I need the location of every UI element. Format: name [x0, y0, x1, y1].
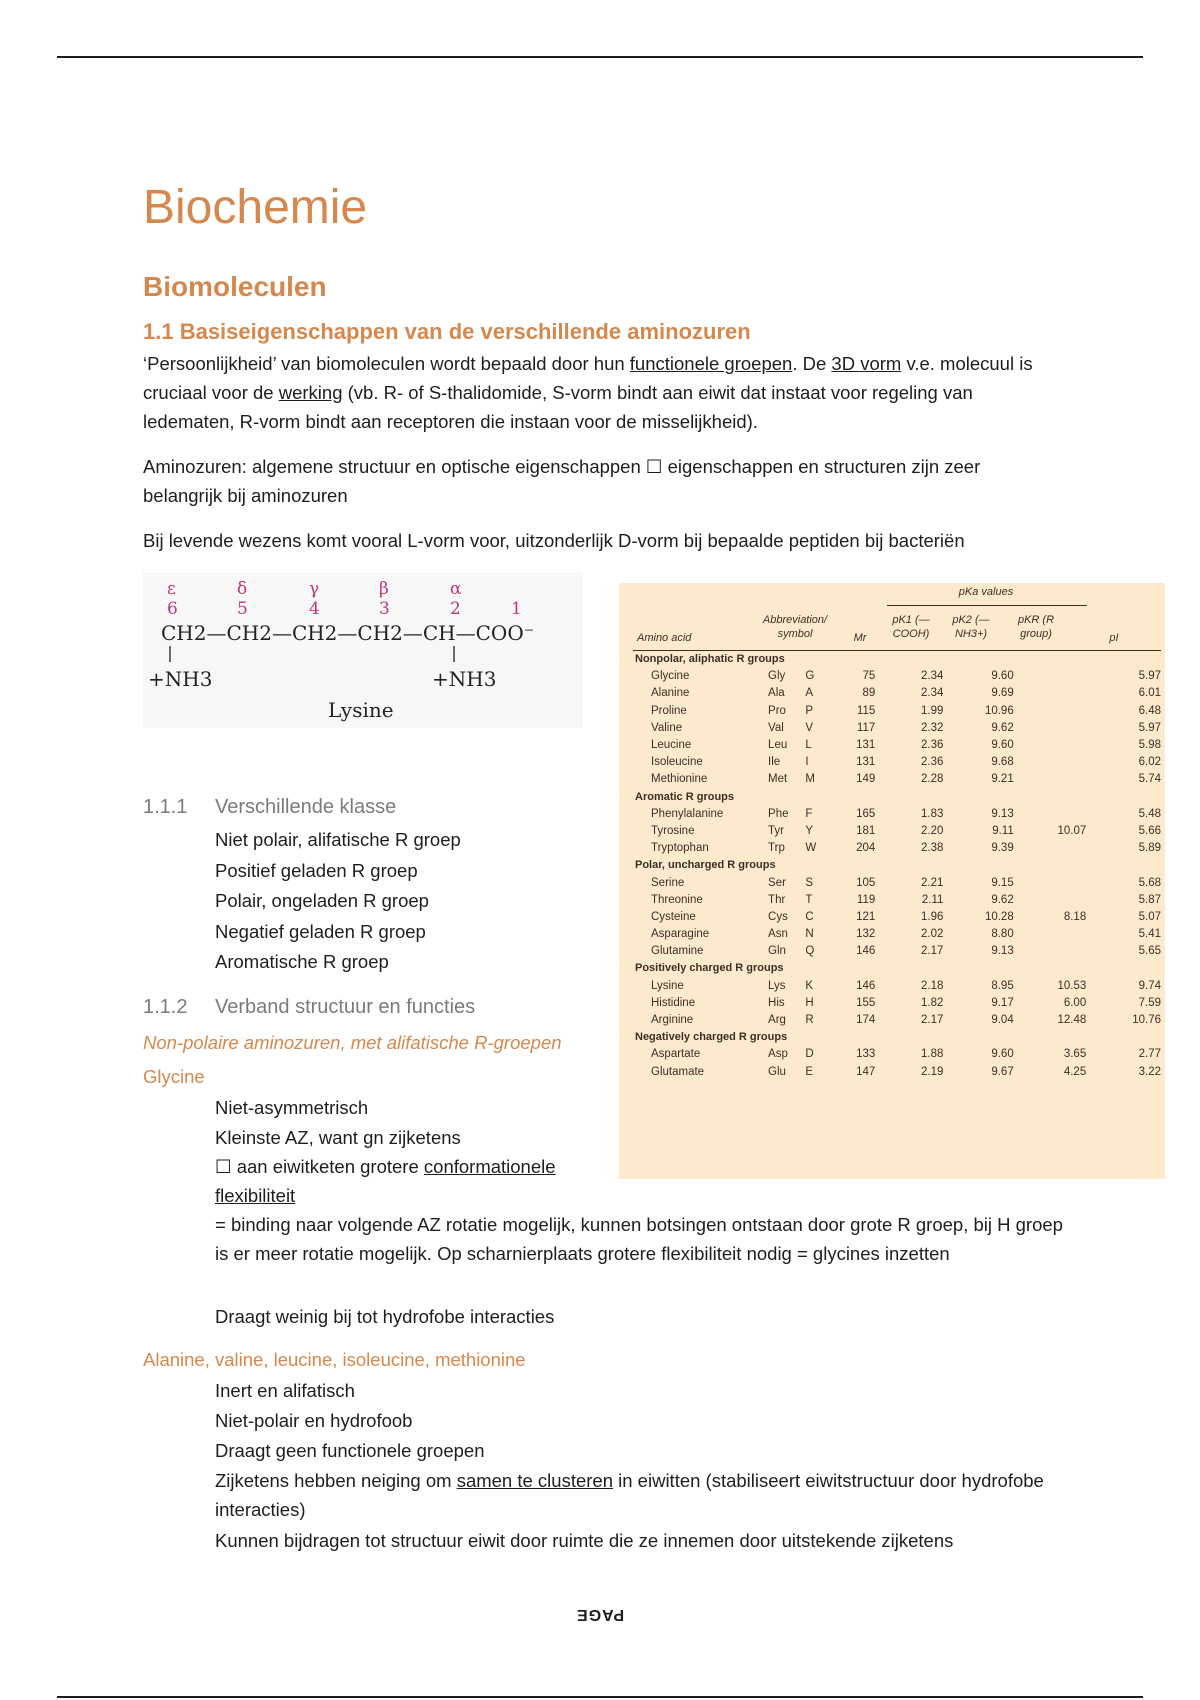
table-cell: F	[805, 807, 813, 820]
table-cell: 9.60	[991, 1048, 1014, 1061]
table-cell: 2.18	[921, 979, 944, 992]
table-cell: 9.17	[991, 996, 1014, 1009]
header-amino-acid: Amino acid	[637, 632, 692, 644]
table-cell: 5.87	[1138, 893, 1161, 906]
group-name: Negatively charged R groups	[635, 1031, 788, 1044]
table-cell: 2.21	[921, 876, 944, 889]
table-row	[619, 926, 1165, 943]
alanine-point-5: Kunnen bijdragen tot structuur eiwit door ruimte die ze innemen door uitstekende zijketens	[215, 1530, 954, 1551]
table-cell: 2.38	[921, 842, 944, 855]
table-row	[619, 737, 1165, 754]
table-cell: 8.80	[991, 928, 1014, 941]
table-cell: D	[805, 1048, 814, 1061]
header-mr: Mr	[853, 632, 867, 644]
greek-epsilon: ε	[167, 579, 176, 599]
lysine-chain: CH2—CH2—CH2—CH2—CH—COO⁻	[161, 621, 535, 645]
table-cell: Cys	[768, 910, 788, 923]
table-cell: Pro	[768, 704, 786, 717]
table-cell: Threonine	[651, 893, 703, 906]
table-cell: 9.62	[991, 893, 1014, 906]
table-cell: Y	[805, 824, 814, 837]
table-cell: T	[805, 893, 813, 906]
alanine-point-2: Niet-polair en hydrofoob	[215, 1410, 413, 1431]
table-cell: P	[805, 704, 814, 717]
table-cell: Lysine	[651, 979, 684, 992]
table-cell: S	[805, 876, 814, 889]
table-cell: 146	[856, 979, 876, 992]
table-cell: 9.15	[991, 876, 1014, 889]
carbon-number-2: 2	[450, 599, 461, 619]
class-item: Aromatische R groep	[215, 951, 389, 972]
table-cell	[1018, 806, 1091, 823]
glycine-point-5: Draagt weinig bij tot hydrofobe interacties	[215, 1306, 555, 1327]
table-cell: 2.28	[921, 773, 944, 786]
table-cell: 174	[856, 1014, 876, 1027]
group-name: Positively charged R groups	[635, 962, 784, 975]
table-cell: 2.32	[921, 721, 944, 734]
table-cell: Trp	[768, 842, 785, 855]
table-row	[619, 823, 1165, 840]
table-row	[619, 892, 1165, 909]
table-cell: Tryptophan	[651, 842, 709, 855]
table-cell: Phenylalanine	[651, 807, 724, 820]
table-cell: 2.36	[921, 739, 944, 752]
table-cell: C	[805, 910, 814, 923]
amino-acid-table	[619, 583, 1165, 1179]
top-rule	[57, 56, 1143, 58]
table-cell: 10.07	[1057, 824, 1087, 837]
table-cell: 5.65	[1138, 945, 1161, 958]
class-item: Polair, ongeladen R groep	[215, 890, 429, 911]
greek-gamma: γ	[309, 579, 320, 599]
table-cell: 75	[862, 670, 876, 683]
table-cell: 9.60	[991, 739, 1014, 752]
table-cell	[1018, 874, 1091, 891]
table-cell: W	[805, 842, 817, 855]
table-cell: 1.82	[921, 996, 944, 1009]
table-cell: L	[805, 739, 812, 752]
alanine-heading: Alanine, valine, leucine, isoleucine, methionine	[143, 1349, 526, 1370]
table-cell: 149	[856, 773, 876, 786]
intro-paragraph-2: Aminozuren: algemene structuur en optische eigenschappen ☐ eigenschappen en structuren zijn zeer belangrijk bij aminozuren	[143, 456, 981, 506]
table-group-row	[619, 651, 1165, 668]
table-cell: 5.89	[1138, 842, 1161, 855]
table-cell: 10.53	[1057, 979, 1087, 992]
table-cell: 9.69	[991, 687, 1014, 700]
table-cell: 1.99	[921, 704, 944, 717]
group-name: Polar, uncharged R groups	[635, 859, 776, 872]
table-row	[619, 771, 1165, 788]
table-row	[619, 806, 1165, 823]
table-cell	[1018, 737, 1091, 754]
carbon-number-1: 1	[511, 599, 522, 619]
table-cell: 12.48	[1057, 1014, 1087, 1027]
table-cell: 2.11	[921, 893, 944, 906]
table-cell: 9.21	[991, 773, 1014, 786]
class-item: Negatief geladen R groep	[215, 920, 426, 942]
group-name: Nonpolar, aliphatic R groups	[635, 653, 785, 666]
table-cell: Leucine	[651, 739, 692, 752]
table-cell: 132	[856, 928, 876, 941]
table-cell	[1018, 840, 1091, 857]
table-cell: 131	[856, 756, 876, 769]
table-cell: Gln	[768, 945, 786, 958]
table-row	[619, 840, 1165, 857]
bottom-rule	[57, 1696, 1143, 1698]
table-cell: 89	[862, 687, 876, 700]
table-cell: 2.20	[921, 824, 944, 837]
table-row	[619, 995, 1165, 1012]
table-cell: H	[805, 996, 814, 1009]
class-item: Positief geladen R groep	[215, 859, 418, 881]
table-group-row	[619, 857, 1165, 874]
table-cell: 165	[856, 807, 876, 820]
table-cell: 2.77	[1138, 1048, 1161, 1061]
heading-1-1: 1.1 Basiseigenschappen van de verschillende aminozuren	[143, 319, 751, 344]
table-cell: 9.74	[1138, 979, 1161, 992]
table-cell: 1.96	[921, 910, 944, 923]
table-cell: Met	[768, 773, 788, 786]
carbon-number-3: 3	[379, 599, 390, 619]
header-pi: pI	[1109, 632, 1119, 644]
glycine-point-3: ☐ aan eiwitketen grotere conformationele flexibiliteit	[215, 1156, 556, 1206]
table-row	[619, 754, 1165, 771]
table-cell: Val	[768, 721, 784, 734]
table-cell: Leu	[768, 739, 788, 752]
table-cell: 5.48	[1138, 807, 1161, 820]
table-cell: 8.95	[991, 979, 1014, 992]
table-cell: His	[768, 996, 785, 1009]
table-cell: Alanine	[651, 687, 690, 700]
header-pkr: pKR (R group)	[1017, 614, 1055, 640]
table-cell: Isoleucine	[651, 756, 703, 769]
table-cell: 2.34	[921, 687, 944, 700]
table-cell: 4.25	[1063, 1065, 1087, 1078]
table-group-row	[619, 1029, 1165, 1046]
table-cell: 131	[856, 739, 876, 752]
table-row	[619, 1012, 1165, 1029]
table-row	[619, 668, 1165, 685]
table-cell: Glu	[768, 1065, 786, 1078]
table-cell: 204	[856, 842, 876, 855]
table-cell: K	[805, 979, 814, 992]
table-cell: 121	[856, 910, 876, 923]
table-cell: Tyr	[768, 824, 785, 837]
table-cell: 5.98	[1138, 739, 1161, 752]
table-cell: 3.65	[1063, 1048, 1087, 1061]
table-cell	[1018, 685, 1091, 702]
table-cell: 9.13	[991, 945, 1014, 958]
table-cell: 119	[856, 893, 876, 906]
table-cell: 6.01	[1138, 687, 1161, 700]
carbon-number-4: 4	[309, 599, 320, 619]
table-cell	[1018, 771, 1091, 788]
table-cell: N	[805, 928, 814, 941]
table-row	[619, 943, 1165, 960]
alanine-point-3: Draagt geen functionele groepen	[215, 1440, 485, 1461]
table-cell: 5.97	[1138, 721, 1161, 734]
table-cell: 133	[856, 1048, 876, 1061]
table-cell: Ala	[768, 687, 785, 700]
table-cell: 10.28	[984, 910, 1014, 923]
section-1-1-2-heading: 1.1.2 Verband structuur en functies	[143, 996, 476, 1018]
table-cell: Tyrosine	[651, 824, 695, 837]
table-row	[619, 703, 1165, 720]
table-cell	[1018, 668, 1091, 685]
document-title: Biochemie	[143, 181, 368, 234]
lysine-structure-figure	[143, 572, 583, 728]
table-cell: 155	[856, 996, 876, 1009]
table-cell: Serine	[651, 876, 685, 889]
table-cell: 2.17	[921, 945, 944, 958]
table-cell: 5.66	[1138, 824, 1161, 837]
table-cell: 6.02	[1138, 756, 1161, 769]
table-cell: 146	[856, 945, 876, 958]
table-cell: Thr	[768, 893, 786, 906]
table-group-row	[619, 789, 1165, 806]
intro-paragraph-1: ‘Persoonlijkheid’ van biomoleculen wordt bepaald door hun functionele groepen. De 3D vorm v.e. molecuul is cruciaal voor de werking (vb. R- of S-thalidomide, S-vorm bindt aan eiwit dat instaat voor regeling van ledematen, R-vorm bindt aan receptoren die instaan voor de misselijkheid).	[143, 353, 1033, 432]
table-cell: 9.13	[991, 807, 1014, 820]
table-cell: 9.62	[991, 721, 1014, 734]
table-cell: Gly	[768, 670, 786, 683]
table-cell: 5.74	[1138, 773, 1161, 786]
table-cell: 2.19	[921, 1065, 944, 1078]
table-row	[619, 978, 1165, 995]
header-pk1: pK1 (—COOH)	[892, 614, 930, 640]
table-cell: 9.67	[991, 1065, 1014, 1078]
greek-beta: β	[379, 579, 389, 599]
amino-group-left: +NH3	[148, 667, 213, 691]
section-1-1-1-heading: 1.1.1 Verschillende klasse	[143, 796, 397, 818]
greek-alpha: α	[450, 579, 462, 599]
table-cell: Q	[805, 945, 815, 958]
nonpolar-heading: Non-polaire aminozuren, met alifatische R-groepen	[143, 1032, 562, 1053]
table-cell	[1018, 703, 1091, 720]
table-cell: Glutamate	[651, 1065, 705, 1078]
table-row	[619, 874, 1165, 891]
lysine-caption: Lysine	[328, 698, 394, 722]
table-cell: 9.68	[991, 756, 1014, 769]
table-cell: 5.07	[1138, 910, 1161, 923]
table-cell: Ser	[768, 876, 786, 889]
table-cell: Glycine	[651, 670, 690, 683]
table-cell: Valine	[651, 721, 683, 734]
table-cell: Arg	[768, 1014, 786, 1027]
header-pka-values: pKa values	[958, 586, 1014, 598]
table-cell	[1018, 754, 1091, 771]
table-cell: 1.88	[921, 1048, 944, 1061]
table-cell: 6.00	[1063, 996, 1087, 1009]
intro-paragraph-3: Bij levende wezens komt vooral L-vorm voor, uitzonderlijk D-vorm bij bepaalde peptiden bij bacteriën	[143, 530, 965, 551]
table-cell: I	[805, 756, 809, 769]
table-cell: M	[805, 773, 815, 786]
table-cell: 9.39	[991, 842, 1014, 855]
table-cell: 115	[856, 704, 876, 717]
table-cell: 2.02	[921, 928, 944, 941]
greek-delta: δ	[237, 579, 248, 599]
table-cell: 10.96	[984, 704, 1014, 717]
table-cell: 117	[856, 721, 876, 734]
alanine-point-4: Zijketens hebben neiging om samen te clusteren in eiwitten (stabiliseert eiwitstructuur door hydrofobe interacties)	[215, 1470, 1044, 1520]
table-cell: 5.97	[1138, 670, 1161, 683]
header-abbreviation: Abbreviation/ symbol	[762, 614, 828, 640]
table-row	[619, 685, 1165, 702]
header-pk2: pK2 (—NH3+)	[952, 614, 990, 640]
page-footer: PAGE	[575, 1606, 625, 1623]
table-cell: 2.34	[921, 670, 944, 683]
table-cell: E	[805, 1065, 814, 1078]
amino-group-right: +NH3	[432, 667, 497, 691]
table-group-row	[619, 960, 1165, 977]
table-cell: Methionine	[651, 773, 708, 786]
glycine-heading: Glycine	[143, 1066, 205, 1087]
glycine-point-2: Kleinste AZ, want gn zijketens	[215, 1127, 461, 1148]
table-cell: 9.60	[991, 670, 1014, 683]
table-cell	[1018, 926, 1091, 943]
carbon-number-5: 5	[237, 599, 248, 619]
table-cell: Asparagine	[651, 928, 710, 941]
table-cell	[1018, 943, 1091, 960]
table-cell: Proline	[651, 704, 687, 717]
table-cell: 10.76	[1132, 1014, 1161, 1027]
carbon-number-6: 6	[167, 599, 178, 619]
table-cell: R	[805, 1014, 814, 1027]
table-row	[619, 909, 1165, 926]
amino-acid-data	[619, 651, 1165, 1081]
table-cell: V	[805, 721, 814, 734]
table-cell: 2.36	[921, 756, 944, 769]
table-cell	[1018, 892, 1091, 909]
table-cell: Lys	[768, 979, 786, 992]
table-cell: 2.17	[921, 1014, 944, 1027]
table-cell: 1.83	[921, 807, 944, 820]
table-cell: 7.59	[1138, 996, 1161, 1009]
table-row	[619, 720, 1165, 737]
group-name: Aromatic R groups	[635, 790, 735, 803]
table-cell: Arginine	[651, 1014, 694, 1027]
table-cell: Asn	[768, 928, 788, 941]
table-cell: Glutamine	[651, 945, 704, 958]
class-list	[215, 825, 461, 978]
table-cell: 9.11	[992, 824, 1014, 837]
table-cell: 147	[856, 1065, 876, 1078]
class-item: Niet polair, alifatische R groep	[215, 829, 461, 850]
table-row	[619, 1064, 1165, 1081]
table-cell: 105	[856, 876, 876, 889]
glycine-point-4: = binding naar volgende AZ rotatie mogelijk, kunnen botsingen ontstaan door grote R groep, bij H groep is er meer rotatie mogelijk. Op scharnierplaats grotere flexibiliteit nodig = glycines inzetten	[215, 1214, 1063, 1264]
table-cell: 3.22	[1138, 1065, 1161, 1078]
heading-biomoleculen: Biomoleculen	[143, 271, 327, 302]
table-cell: Cysteine	[651, 910, 696, 923]
table-cell: Asp	[768, 1048, 788, 1061]
table-cell: 8.18	[1063, 910, 1087, 923]
table-cell: Aspartate	[651, 1048, 701, 1061]
table-cell: Ile	[768, 756, 781, 769]
table-cell: 5.41	[1138, 928, 1161, 941]
table-cell: 5.68	[1138, 876, 1161, 889]
table-cell: Phe	[768, 807, 789, 820]
table-cell: G	[805, 670, 815, 683]
table-cell: 6.48	[1138, 704, 1161, 717]
table-cell: Histidine	[651, 996, 696, 1009]
table-cell: 181	[856, 824, 876, 837]
table-row	[619, 1046, 1165, 1063]
table-cell: 9.04	[991, 1014, 1014, 1027]
glycine-point-1: Niet-asymmetrisch	[215, 1097, 369, 1118]
table-cell: A	[805, 687, 814, 700]
alanine-point-1: Inert en alifatisch	[215, 1380, 355, 1401]
table-header	[619, 583, 1165, 651]
table-cell	[1018, 720, 1091, 737]
